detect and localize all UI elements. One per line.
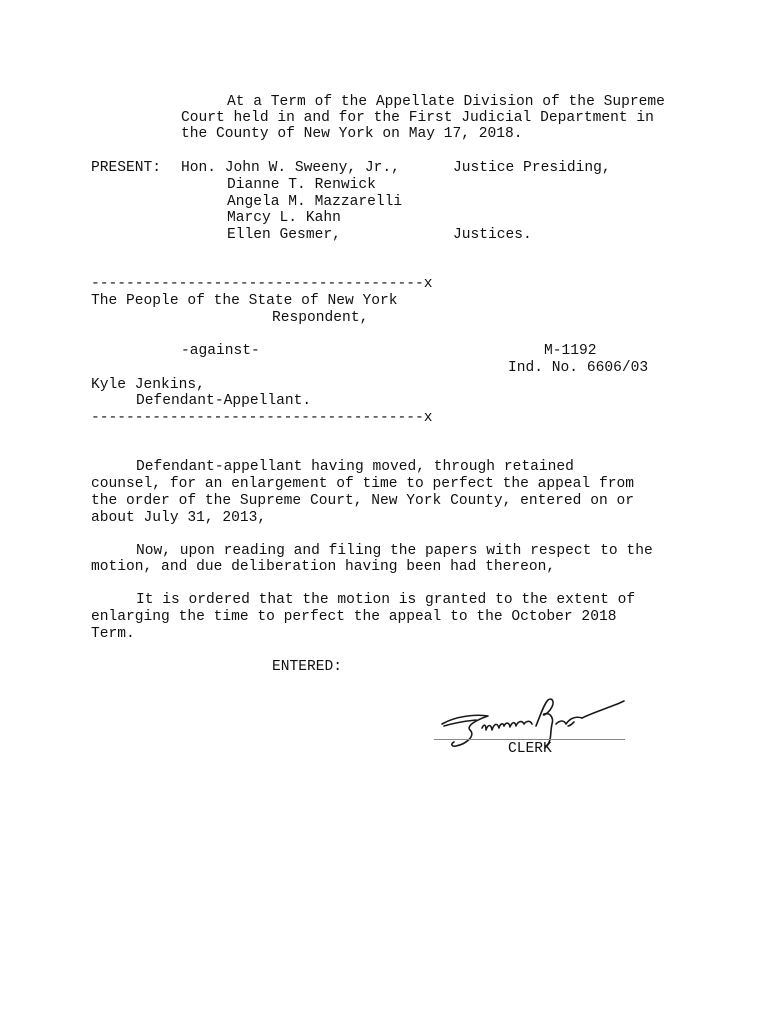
against-label: -against-: [181, 343, 260, 359]
paragraph-1-line: the order of the Supreme Court, New York County, entered on or: [91, 493, 634, 509]
indictment-number: Ind. No. 6606/03: [508, 360, 649, 376]
clerk-title: CLERK: [508, 741, 552, 757]
justice-name: Ellen Gesmer,: [227, 227, 341, 243]
plaintiff-name: The People of the State of New York: [91, 293, 398, 309]
justice-name: Angela M. Mazzarelli: [227, 194, 403, 210]
defendant-name: Kyle Jenkins,: [91, 377, 205, 393]
paragraph-1-line: about July 31, 2013,: [91, 510, 267, 526]
plaintiff-role: Respondent,: [272, 310, 369, 326]
heading-line-3: the County of New York on May 17, 2018.: [181, 126, 523, 142]
signature-line: [434, 739, 625, 740]
present-label: PRESENT:: [91, 160, 162, 176]
caption-rule-bottom: --------------------------------------x: [91, 410, 433, 426]
heading-line-2: Court held in and for the First Judicial Department in: [181, 110, 654, 126]
paragraph-2-line: Now, upon reading and filing the papers with respect to the: [136, 543, 653, 559]
entered-label: ENTERED:: [272, 659, 343, 675]
justices-role: Justices.: [453, 227, 532, 243]
justice-name: Hon. John W. Sweeny, Jr.,: [181, 160, 400, 176]
heading-line-1: At a Term of the Appellate Division of the Supreme: [227, 94, 665, 110]
defendant-role: Defendant-Appellant.: [136, 393, 312, 409]
justice-presiding-role: Justice Presiding,: [453, 160, 611, 176]
justice-name: Marcy L. Kahn: [227, 210, 341, 226]
caption-rule-top: --------------------------------------x: [91, 276, 433, 292]
paragraph-1-line: Defendant-appellant having moved, through retained: [136, 459, 574, 475]
paragraph-2-line: motion, and due deliberation having been had thereon,: [91, 559, 556, 575]
paragraph-3-line: It is ordered that the motion is granted to the extent of: [136, 592, 636, 608]
paragraph-1-line: counsel, for an enlargement of time to perfect the appeal from: [91, 476, 634, 492]
paragraph-3-line: Term.: [91, 626, 135, 642]
justice-name: Dianne T. Renwick: [227, 177, 376, 193]
paragraph-3-line: enlarging the time to perfect the appeal to the October 2018: [91, 609, 617, 625]
motion-number: M-1192: [544, 343, 597, 359]
